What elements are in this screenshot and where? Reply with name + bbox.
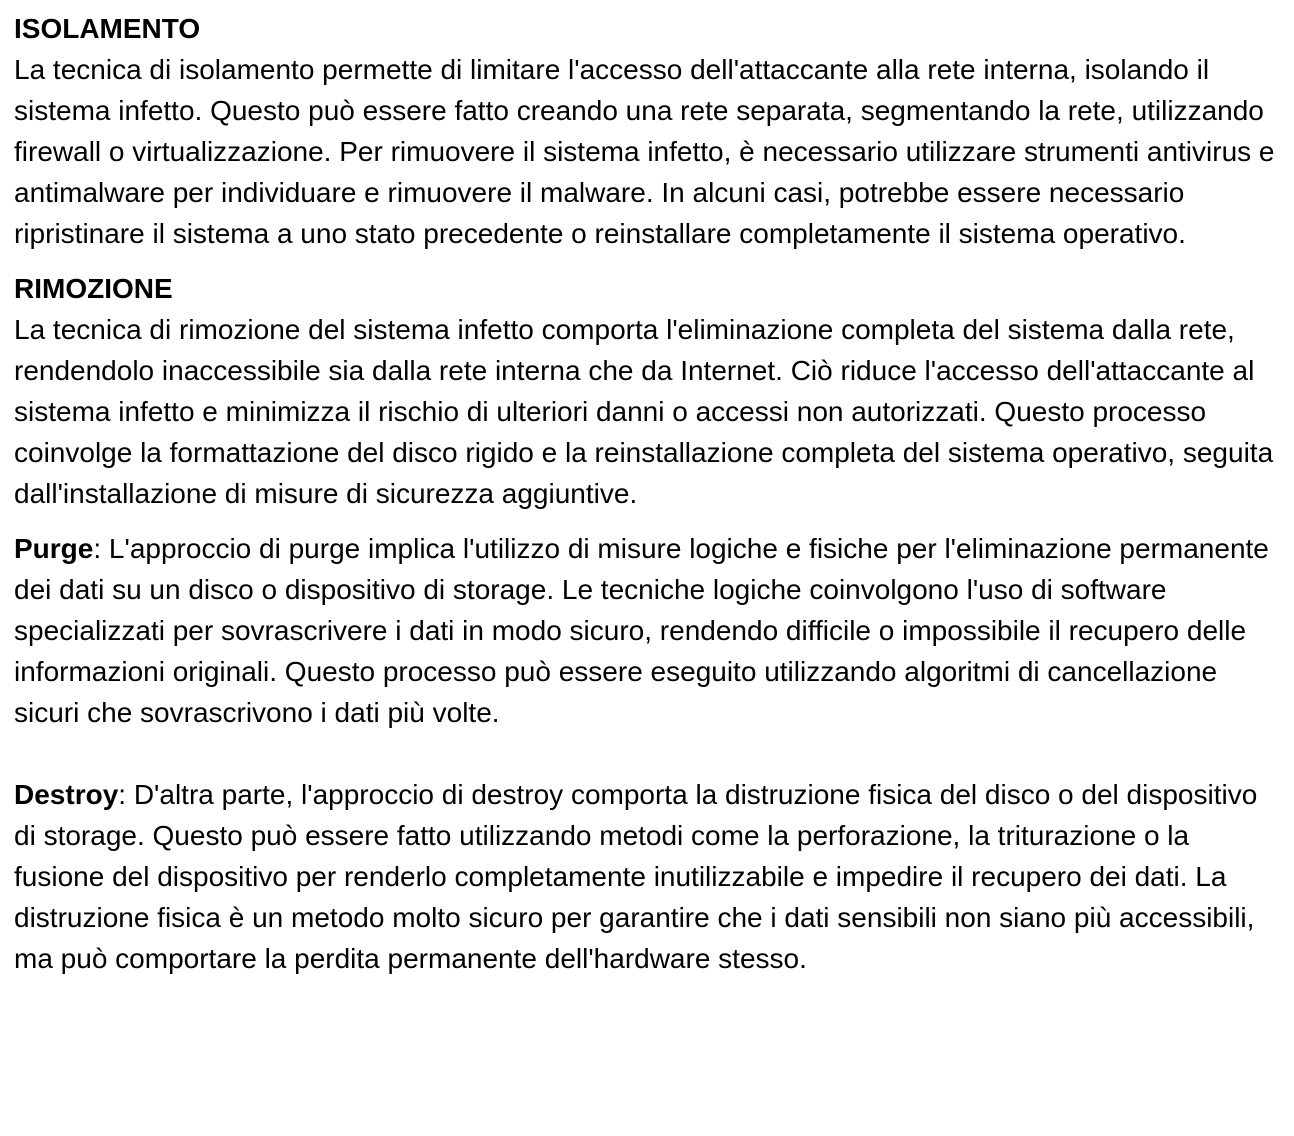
section-rimozione — [14, 268, 1280, 514]
paragraph-purge — [14, 528, 1280, 733]
text-purge: : L'approccio di purge implica l'utilizzo di misure logiche e fisiche per l'eliminazione permanente dei dati su un disco o dispositivo di storage. Le tecniche logiche coinvolgono l'uso di software specializzati per sovrascrivere i dati in modo sicuro, rendendo difficile o impossibile il recupero delle informazioni originali. Questo processo può essere eseguito utilizzando algoritmi di cancellazione sicuri che sovrascrivono i dati più volte. — [14, 533, 1269, 728]
paragraph-rimozione: La tecnica di rimozione del sistema infetto comporta l'eliminazione completa del sistema dalla rete, rendendolo inaccessibile sia dalla rete interna che da Internet. Ciò riduce l'accesso dell'attaccante al sistema infetto e minimizza il rischio di ulteriori danni o accessi non autorizzati. Questo processo coinvolge la formattazione del disco rigido e la reinstallazione completa del sistema operativo, seguita dall'installazione di misure di sicurezza aggiuntive. — [14, 314, 1274, 509]
paragraph-destroy — [14, 774, 1280, 979]
heading-isolamento: ISOLAMENTO — [14, 13, 201, 44]
term-destroy: Destroy — [14, 779, 119, 810]
paragraph-isolamento: La tecnica di isolamento permette di limitare l'accesso dell'attaccante alla rete interna, isolando il sistema infetto. Questo può essere fatto creando una rete separata, segmentando la rete, utilizzando firewall o virtualizzazione. Per rimuovere il sistema infetto, è necessario utilizzare strumenti antivirus e antimalware per individuare e rimuovere il malware. In alcuni casi, potrebbe essere necessario ripristinare il sistema a uno stato precedente o reinstallare completamente il sistema operativo. — [14, 54, 1275, 249]
section-isolamento — [14, 8, 1280, 254]
section-purge-destroy — [14, 528, 1280, 979]
text-destroy: : D'altra parte, l'approccio di destroy comporta la distruzione fisica del disco o del dispositivo di storage. Questo può essere fatto utilizzando metodi come la perforazione, la triturazione o la fusione del dispositivo per renderlo completamente inutilizzabile e impedire il recupero dei dati. La distruzione fisica è un metodo molto sicuro per garantire che i dati sensibili non siano più accessibili, ma può comportare la perdita permanente dell'hardware stesso. — [14, 779, 1258, 974]
heading-rimozione: RIMOZIONE — [14, 273, 173, 304]
blank-line — [14, 733, 1280, 774]
term-purge: Purge — [14, 533, 94, 564]
